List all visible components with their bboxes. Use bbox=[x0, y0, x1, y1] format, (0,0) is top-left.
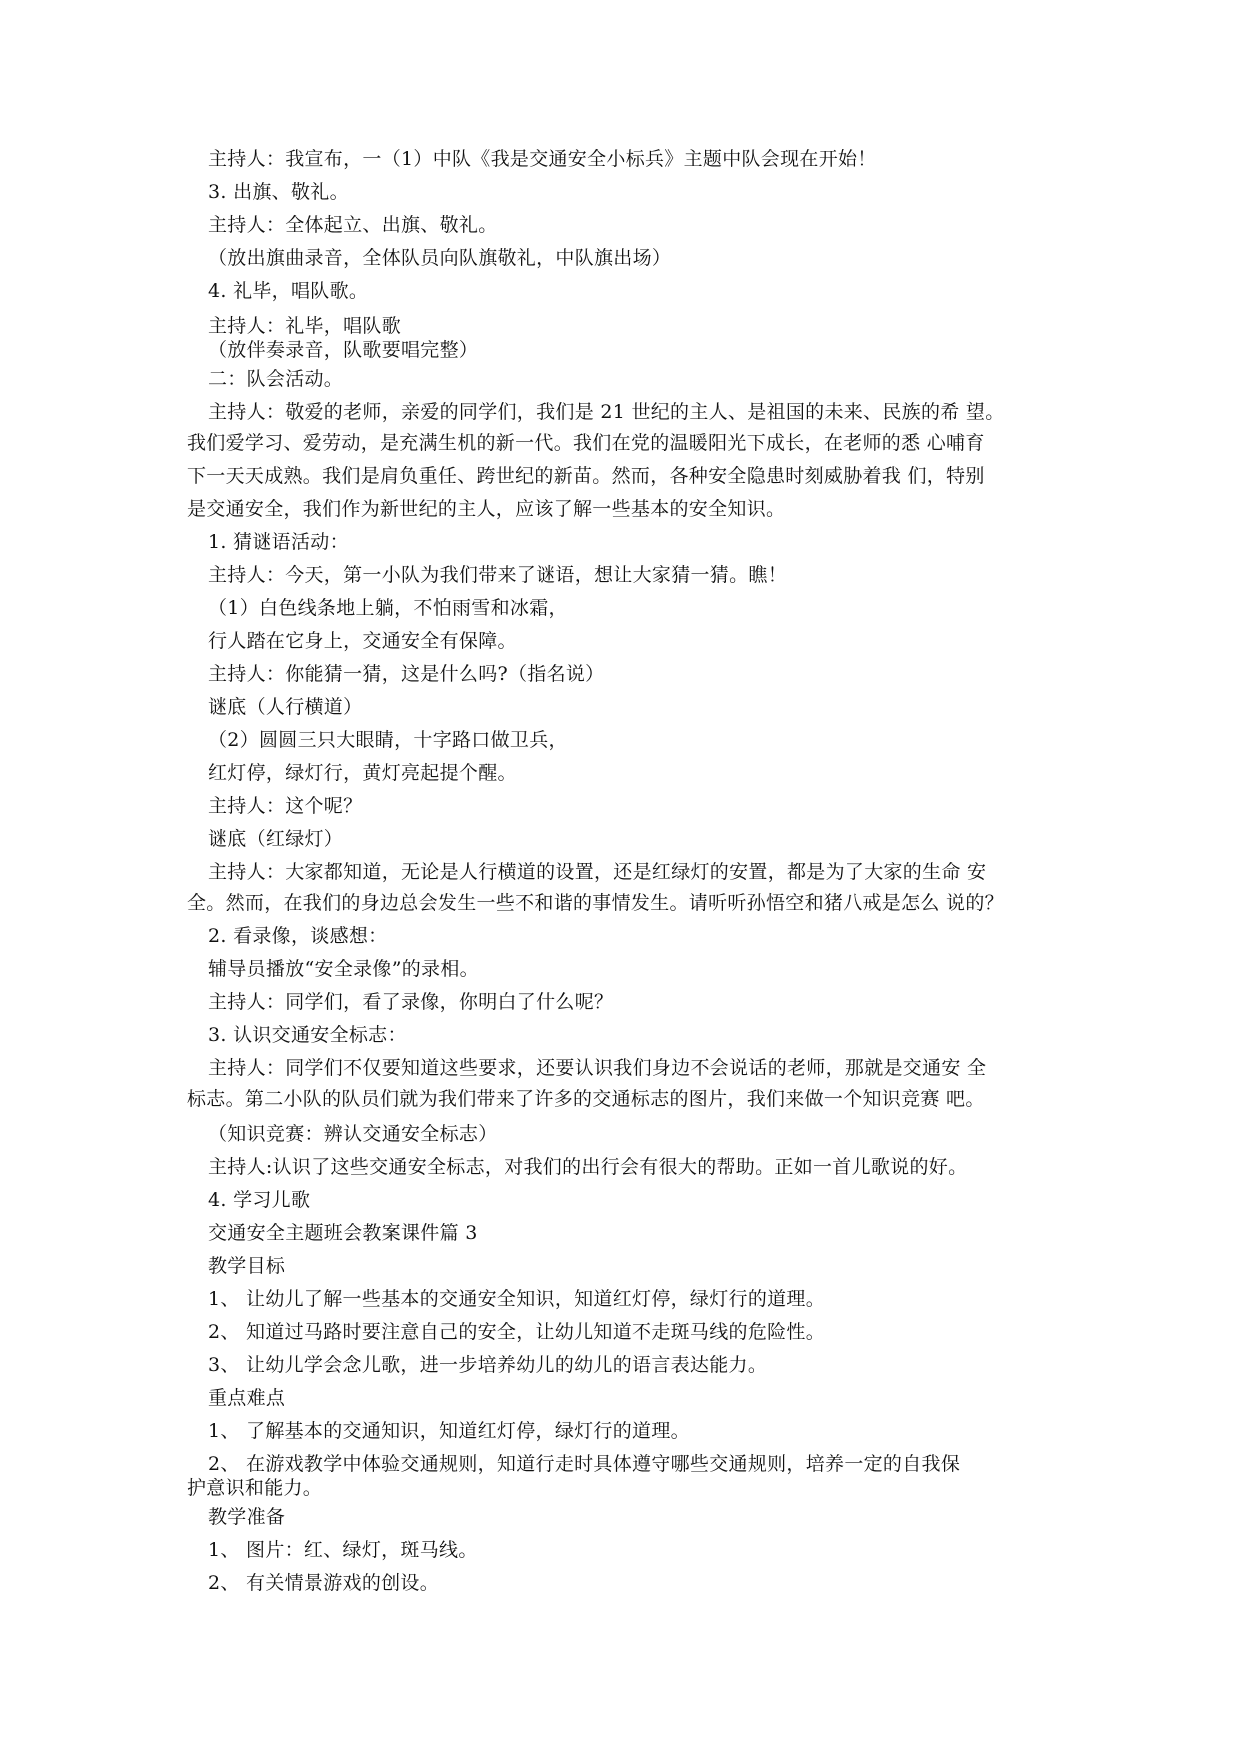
text-line: 全。然而，在我们的身边总会发生一些不和谐的事情发生。请听听孙悟空和猪八戒是怎么 说的？ bbox=[187, 892, 1004, 914]
text-line: 主持人：你能猜一猜，这是什么吗?（指名说） bbox=[208, 663, 605, 685]
text-line: 谜底（红绿灯） bbox=[208, 828, 344, 850]
text-line: 2、 知道过马路时要注意自己的安全，让幼儿知道不走斑马线的危险性。 bbox=[208, 1321, 826, 1343]
text-line: 谜底（人行横道） bbox=[208, 696, 363, 718]
text-line: 2. 看录像，谈感想： bbox=[208, 925, 388, 947]
text-line: 教学准备 bbox=[208, 1506, 286, 1528]
text-line: 主持人:认识了这些交通安全标志，对我们的出行会有很大的帮助。正如一首儿歌说的好。 bbox=[208, 1156, 968, 1178]
text-line: 标志。第二小队的队员们就为我们带来了许多的交通标志的图片，我们来做一个知识竞赛 吧。 bbox=[187, 1088, 985, 1110]
text-line: （放出旗曲录音，全体队员向队旗敬礼，中队旗出场） bbox=[208, 247, 672, 269]
text-line: 3. 认识交通安全标志： bbox=[208, 1024, 407, 1046]
text-line: 1. 猜谜语活动： bbox=[208, 531, 349, 553]
text-line: 行人踏在它身上，交通安全有保障。 bbox=[208, 630, 517, 652]
text-line: 4. 礼毕，唱队歌。 bbox=[208, 280, 369, 302]
text-line: 主持人：我宣布，一（1）中队《我是交通安全小标兵》主题中队会现在开始！ bbox=[208, 148, 877, 170]
text-line: 护意识和能力。 bbox=[187, 1477, 323, 1499]
text-line: 教学目标 bbox=[208, 1255, 286, 1277]
text-line: 3、 让幼儿学会念儿歌，进一步培养幼儿的幼儿的语言表达能力。 bbox=[208, 1354, 768, 1376]
text-line: （1）白色线条地上躺，不怕雨雪和冰霜， bbox=[208, 597, 568, 619]
text-line: 红灯停，绿灯行，黄灯亮起提个醒。 bbox=[208, 762, 517, 784]
text-line: 交通安全主题班会教案课件篇 3 bbox=[208, 1222, 478, 1244]
text-line: 我们爱学习、爱劳动，是充满生机的新一代。我们在党的温暖阳光下成长，在老师的悉 心哺育 bbox=[187, 432, 985, 454]
text-line: 2、 在游戏教学中体验交通规则，知道行走时具体遵守哪些交通规则，培养一定的自我保 bbox=[208, 1453, 961, 1475]
text-line: 主持人：同学们不仅要知道这些要求，还要认识我们身边不会说话的老师，那就是交通安 全 bbox=[208, 1057, 987, 1079]
text-line: 主持人：全体起立、出旗、敬礼。 bbox=[208, 214, 498, 236]
text-line: 主持人：敬爱的老师，亲爱的同学们，我们是 21 世纪的主人、是祖国的未来、民族的希 望。 bbox=[208, 401, 1005, 423]
text-line: （知识竞赛：辨认交通安全标志） bbox=[208, 1123, 498, 1145]
text-line: 主持人：礼毕，唱队歌 bbox=[208, 315, 402, 337]
text-line: 1、 让幼儿了解一些基本的交通安全知识，知道红灯停，绿灯行的道理。 bbox=[208, 1288, 826, 1310]
text-line: 3. 出旗、敬礼。 bbox=[208, 181, 349, 203]
text-line: 4. 学习儿歌 bbox=[208, 1189, 311, 1211]
text-line: 二：队会活动。 bbox=[208, 368, 344, 390]
text-line: 主持人：这个呢？ bbox=[208, 795, 363, 817]
text-line: 主持人：同学们，看了录像，你明白了什么呢？ bbox=[208, 991, 614, 1013]
text-line: 主持人：今天，第一小队为我们带来了谜语，想让大家猜一猜。瞧！ bbox=[208, 564, 788, 586]
text-line: 重点难点 bbox=[208, 1387, 286, 1409]
text-line: 2、 有关情景游戏的创设。 bbox=[208, 1572, 440, 1594]
text-line: （2）圆圆三只大眼睛，十字路口做卫兵， bbox=[208, 729, 568, 751]
text-line: 1、 了解基本的交通知识，知道红灯停，绿灯行的道理。 bbox=[208, 1420, 690, 1442]
text-line: 1、 图片：红、绿灯，斑马线。 bbox=[208, 1539, 478, 1561]
text-line: 主持人：大家都知道，无论是人行横道的设置，还是红绿灯的安置，都是为了大家的生命 安 bbox=[208, 861, 987, 883]
text-line: （放伴奏录音，队歌要唱完整） bbox=[208, 339, 479, 361]
text-line: 是交通安全，我们作为新世纪的主人，应该了解一些基本的安全知识。 bbox=[187, 498, 786, 520]
text-line: 辅导员播放“安全录像”的录相。 bbox=[208, 958, 479, 980]
text-line: 下一天天成熟。我们是肩负重任、跨世纪的新苗。然而，各种安全隐患时刻威胁着我 们，特别 bbox=[187, 465, 985, 487]
